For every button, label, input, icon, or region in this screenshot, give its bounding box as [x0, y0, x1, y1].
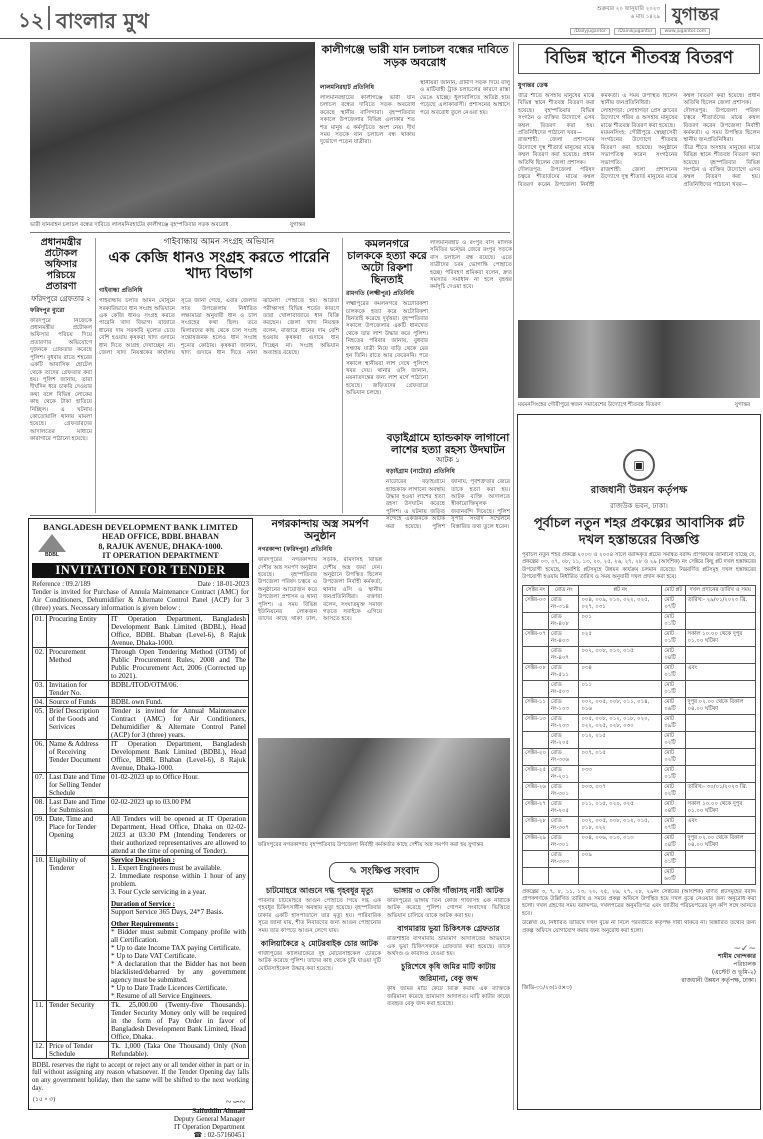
plot-row — [523, 731, 756, 748]
twitter-link[interactable]: /Dailyjugantor — [570, 28, 610, 35]
notice-title: পূর্বাচল নতুন শহর প্রকল্পের আবাসিক প্লট দখল হস্তান্তরের বিজ্ঞপ্তি — [533, 516, 745, 548]
plot-cell: সকাল ১০.০০ থেকে দুপুর ০১.০০ ঘটিকা — [685, 799, 755, 816]
plot-cell: মোট ০৪টি — [662, 799, 685, 816]
tender-title: INVITATION FOR TENDER — [32, 563, 249, 578]
row-value: Tender is invited for Annual Maintenance Contract (AMC) for Air Conditioners, Dehumidifier & Alternate Control Panel (ACP) for 3 (three) years. — [110, 706, 246, 739]
plot-cell: ০০৯ — [579, 850, 662, 867]
row-rule — [30, 232, 510, 233]
header-date — [580, 6, 660, 22]
website-link[interactable]: www.jugantor.com — [660, 28, 710, 35]
plot-cell: মোট ০১টি — [662, 765, 685, 782]
article-text: স্থানীয়রা জানান, গ্রামীণ সড়ক দিয়ে বালু ও মাটিবাহী ট্রাক চলাচলের কারণে রাস্তা ভেঙে যাচ্ছে। ধুলাবালিতে অতিষ্ঠ হয়ে পড়েছে এলাকাবাসী। প্রশাসনের আশ্বাসে পরে অবরোধ তুলে নেওয়া হয়। — [420, 80, 510, 116]
plot-cell: রোড নং-৪০৮ — [548, 612, 578, 629]
plot-cell: রোড নং-৩১৪ — [548, 595, 578, 612]
address: 8, RAJUK AVENUE, DHAKA-1000. — [98, 541, 223, 551]
row-label: Source of Funds — [46, 697, 108, 706]
headline: এক কেজি ধানও সংগ্রহ করতে পারেনি খাদ্য বিভাগ — [108, 249, 330, 283]
plot-cell — [523, 646, 549, 663]
ad-code: জিডি-৩১/২৩(১৫×৩) — [522, 985, 572, 992]
plot-cell: মোট ০২টি — [662, 782, 685, 799]
notice-note: প্রকল্পের ৩, ৭, ৮, ১১, ১৩, ২০, ২৫, ২৬, ২৭, ২৮, ২৯নং সেক্টরের (আংশিক) বর্ণিত প্লটসমূহের বরাদ্দ প্রাপকগণকে উল্লিখিত তারিখ ও সময়ে প্রকল্প অফিসে উপস্থিত হয়ে দখল বুঝে নেওয়ার জন্য অনুরোধ করা হলো। দখল গ্রহণের সময় বরাদ্দপত্র, দখলপত্রের অনুমতিপত্র এবং জাতীয় পরিচয়পত্রের মূল কপি সঙ্গে আনতে হবে। — [522, 888, 756, 917]
plot-cell: রোড নং-৩০৭ — [548, 816, 578, 833]
plot-cell — [685, 850, 755, 867]
plot-row — [523, 714, 756, 731]
bangla-date-text: ৬ মাঘ ১৪২৯ — [630, 14, 660, 20]
list-item: * Up to date Income TAX paying Certificate. — [110, 943, 241, 952]
plot-row — [523, 765, 756, 782]
signer-designation: Deputy General Manager — [173, 1114, 245, 1123]
plot-cell: মোট ০২টি — [662, 731, 685, 748]
plot-row — [523, 748, 756, 765]
plot-cell — [685, 765, 755, 782]
column-rule — [95, 238, 96, 513]
plot-row — [523, 799, 756, 816]
plot-cell: রোড নং-৪০৩ — [548, 629, 578, 646]
bdbl-tender-ad — [28, 518, 253, 1139]
list-item: * Up to Date VAT Certificate. — [110, 951, 197, 960]
row-value: Tk. 1,000 (Taka One Thousand) Only (Non Refundable). — [110, 1041, 246, 1058]
signer-dept: IT Operation Department — [173, 1122, 245, 1131]
plot-cell: মোট ০১টি — [662, 629, 685, 646]
plot-cell — [523, 680, 549, 697]
list-item: * Resume of all Service Engineers. — [110, 991, 212, 1000]
plot-cell: দুপুর ০২.০০ থেকে বিকাল ০৪.০০ ঘটিকা — [685, 833, 755, 850]
row-value: BDBL own Fund. — [110, 697, 163, 706]
header-rule — [0, 38, 763, 39]
tender-row — [33, 1041, 249, 1058]
plot-cell: রোড নং-৫১১ — [548, 663, 578, 680]
byline: যুগান্তর ডেস্ক — [518, 82, 548, 89]
rajuk-seal-icon: ▣ — [623, 449, 655, 481]
headline: বড়াইগ্রামে হ্যান্ডকাফ লাগানো লাশের হত্যা রহস্য উদঘাটন — [386, 432, 510, 457]
byline: নগরকান্দা (ফরিদপুর) প্রতিনিধি — [258, 546, 332, 554]
plot-cell — [523, 612, 549, 629]
plot-cell: এবং — [685, 816, 755, 833]
header-divider — [48, 6, 50, 30]
row-number: 04. — [33, 697, 47, 706]
bdbl-logo-icon — [38, 534, 66, 552]
paragraph: লোহাগড়া: লোহাগড়া প্রেস ক্লাবের উদ্যোগে গরিব ও অসহায় মানুষের মাঝে শীতবস্ত্র বিতরণ করা হয়েছে। — [600, 107, 678, 129]
tender-row — [33, 855, 249, 1000]
logo-divider — [665, 4, 666, 22]
tender-row — [33, 814, 249, 855]
plot-cell: রোড নং-৪০৭ — [548, 646, 578, 663]
winter-clothes-headline: বিভিন্ন স্থানে শীতবস্ত্র বিতরণ — [518, 44, 760, 74]
nagarkanda-article — [258, 518, 382, 752]
plot-cell: ০০১ — [579, 612, 662, 629]
paragraph: তীব্র শীতে অসহায় মানুষের মাঝে বিভিন্ন স্থানে শীতবস্ত্র বিতরণ করা হয়েছে। বৃহস্পতিবার বিভিন্ন সংগঠন ও ব্যক্তির উদ্যোগে এসব কম্বল বিতরণ করা হয়। প্রতিনিধিদের পাঠানো খবর— — [683, 144, 760, 188]
plot-cell: তারিখ:- ২৯/০১/২০২৩ খ্রি. — [685, 595, 755, 612]
kicker: গাইবান্ধায় আমন সংগ্রহ অভিযান — [163, 237, 275, 247]
byline: বড়াইগ্রাম (নাটোর) প্রতিনিধি — [386, 468, 455, 476]
org-name: রাজধানী উন্নয়ন কর্তৃপক্ষ — [590, 485, 688, 496]
plot-cell: মোট ০৬টি — [662, 697, 685, 714]
tender-date: Date : 18-01-2023 — [197, 579, 249, 588]
signature: ~∽~ — [225, 1096, 245, 1108]
plot-cell: সেক্টর-০৮ — [523, 663, 549, 680]
plot-cell: রোড নং-৩০১ — [548, 782, 578, 799]
plot-cell: সেক্টর-২৯ — [523, 833, 549, 850]
plot-cell: সেক্টর-০৭ — [523, 629, 549, 646]
row-label: Invitation for Tender No. — [46, 680, 108, 697]
tender-row — [33, 647, 249, 680]
rajuk-signature-block — [522, 945, 756, 985]
dept: IT OPERATION DEPARTMENT — [102, 551, 219, 560]
plot-cell: ০০৫, ০০৮, ০১২, ০১৮, ০২০, ০২২, ০২৫, ০২৮, ০৩০ — [579, 714, 662, 731]
row-number: 01. — [33, 614, 47, 647]
plot-cell — [685, 714, 755, 731]
plot-row — [523, 612, 756, 629]
plot-cell: ০৩৪ — [579, 663, 662, 680]
row-value: 02-02-2023 up to 03.00 PM — [110, 797, 192, 806]
row-label: Date, Time and Place for Tender Opening — [46, 814, 108, 855]
column-rule — [342, 238, 343, 513]
reference: Reference : 09.2/189 — [32, 579, 91, 588]
row-value: IT Operation Department, Bangladesh Development Bank Limited (BDBL), Head Office, BDBL Bhaban (Level-6), 8 Rajuk Avenue, Dhaka-1000. — [110, 739, 246, 772]
list-item: 1. Expert Engineers must be available. — [110, 863, 222, 872]
row-number: 06. — [33, 739, 47, 772]
plot-cell — [685, 867, 755, 884]
plot-cell: ০০২, ০০৮, ০১০, ০১৫ — [579, 646, 662, 663]
tender-row — [33, 1000, 249, 1041]
brief-headline: বাগমারায় ভুয়া চিকিৎসক গ্রেফতার — [397, 924, 500, 934]
signer-name: Saifuddin Ahmad — [192, 1106, 245, 1115]
notice-intro: পূর্বাচল নতুন শহর প্রকল্পে ২০০৩ ও ২০০৪ সালে বরাদ্দকৃত প্লটের সমন্বিত বরাদ্দ প্রাপকদের জানানো যাচ্ছে যে, প্রকল্পের ০৩, ০৭, ০৮, ১১, ১৩, ২০, ২৫, ২৬, ২৭, ২৮ ও ২৯ (আংশিক) নং সেক্টরে কিছু প্লট দখল হস্তান্তরের উপযোগী হয়েছে, অবশিষ্ট প্লটসমূহে উন্নয়ন কার্যক্রম চলমান রয়েছে। নিম্নবর্ণিত প্লটসমূহ দখল হস্তান্তরের উপযোগী হওয়ায় নির্ধারিত তারিখ ও সময় অনুযায়ী দখল প্রদান করা হবে। — [522, 552, 756, 581]
plot-row — [523, 816, 756, 833]
plot-cell: মোট ০৪টি — [662, 833, 685, 850]
section-title: Other Requirements : — [110, 919, 179, 928]
plot-cell: মোট ৬০টি — [662, 867, 685, 884]
plot-cell: সেক্টর-২৫ — [523, 765, 549, 782]
plot-cell — [685, 646, 755, 663]
plot-cell: দুপুর ০২.০০ থেকে বিকাল ০৪.০০ ঘটিকা — [685, 697, 755, 714]
brief-item — [387, 924, 510, 958]
row-number: 05. — [33, 706, 47, 739]
section-title: Duration of Service : — [110, 899, 176, 908]
office: HEAD OFFICE, BDBL BHABAN — [102, 532, 219, 541]
row-number: 07. — [33, 772, 47, 797]
plot-row — [523, 850, 756, 867]
plot-cell — [548, 867, 578, 884]
brief-text: কৃষি জমির মাটি কেটে বিক্রি করায় এক ব্যক্তিকে জরিমানা করেছে ভ্রাম্যমাণ আদালত। মাটি কাটার কাজে ব্যবহৃত বেকু জব্দ করা হয়েছে। — [387, 986, 510, 1008]
plot-cell: মোট ০১টি — [662, 850, 685, 867]
plot-row — [523, 867, 756, 884]
kaliganj-article — [320, 80, 415, 245]
tender-row — [33, 614, 249, 647]
tender-intro: Tender is invited for Purchase of Annula Maintenance Contract (AMC) for Air Conditioners, Dehumidifier & Alternate Control Panel (ACP) for 3 (three) years. Necessary information is given below : — [32, 587, 249, 612]
signer-name: শামীম খোন্দকার — [718, 953, 756, 961]
boraigram-article — [386, 432, 510, 741]
row-label: Procurement Method — [46, 647, 108, 680]
plot-cell: ০০৪, ০০৯, ০১০, ০২২, ০২৫, ০২৭, ০৩১ — [579, 595, 662, 612]
ad-size: (১৫ × ৩) — [33, 1097, 56, 1103]
paragraph: ময়মনসিংহ: গৌরীপুরে স্বেচ্ছাসেবী সংগঠনের উদ্যোগে শীতবস্ত্র বিতরণ করা হয়েছে। অনুষ্ঠানে সভাপতিত্ব করেন সংগঠনের সভাপতি। — [600, 130, 678, 166]
photo-credit: যুগান্তর — [735, 402, 751, 408]
paragraph: দৌলতপুর: উপজেলা পরিষদ চত্বরে শীতার্তদের মাঝে কম্বল বিতরণ করেন উপজেলা নির্বাহী কর্মকর্তা। এ সময় উপস্থিত ছিলেন স্থানীয় জনপ্রতিনিধিরা। — [683, 107, 760, 144]
org-address: রাজউক ভবন, ঢাকা। — [610, 502, 668, 510]
plot-cell: মোট ০২টি — [662, 748, 685, 765]
subhead: ফরিদপুরে গ্রেফতার ২ — [31, 294, 91, 303]
photo-caption: ময়মনসিংহের গৌরীপুরে স্বজন সমাবেশের উদ্যোগে শীতবস্ত্র বিতরণ — [518, 402, 661, 408]
row-number: 11. — [33, 1000, 47, 1041]
plot-cell: মোট ০১টি — [662, 663, 685, 680]
plot-cell — [685, 731, 755, 748]
plot-cell: রোড নং-৫০৩ — [548, 680, 578, 697]
row-value: IT Operation Department, Bangladesh Development Bank Limited (BDBL), Head Office, BDBL Bhaban (Level-6), 8 Rajuk Avenue, Dhaka-1000. — [110, 614, 246, 647]
row-label: Procuring Entity — [46, 614, 108, 647]
plot-cell: রোড নং-৩০১ — [548, 833, 578, 850]
list-item: * Bidder must submit Company profile with all Certification. — [110, 927, 246, 944]
plot-row — [523, 646, 756, 663]
road-blockade-photo — [30, 42, 315, 218]
article-text: নাটোরের বড়াইগ্রামে হ্যান্ডকাফ লাগানো অবস্থায় উদ্ধার হওয়া লাশের হত্যা রহস্য উদঘাটন করেছে পুলিশ। এ ঘটনায় জড়িত সন্দেহে একজনকে আটক করা হয়েছে। পুলিশ জানায়, পূর্বশত্রুতার জেরে তাকে হত্যা করা হয়। আটক ব্যক্তি আদালতে স্বীকারোক্তিমূলক জবানবন্দি দিয়েছে। পুলিশ সুপার সংবাদ সম্মেলনে বিস্তারিত তথ্য তুলে ধরেন। — [386, 479, 510, 530]
weapons-surrender-photo — [258, 738, 510, 838]
photo-caption: ফরিদপুরের নগরকান্দায় বৃহস্পতিবার উপজেলা নির্বাহী কর্মকর্তার কাছে দেশীয় অস্ত্র সমর্পণ করা হয় যুগান্তর — [258, 842, 484, 848]
gaibandha-article — [99, 238, 339, 498]
page-number: ১২ — [18, 8, 44, 32]
col-header: মোট প্লট — [662, 585, 685, 595]
plot-cell: সেক্টর-১৩ — [523, 714, 549, 731]
row-value: Tk. 25,000.00 (Twenty-five Thousands). Tender Security Money only will be required in the form of Pay Order in favor of Bangladesh Development Bank Limited, Head Office, Dhaka. — [110, 1000, 246, 1041]
tender-signature-block — [32, 1096, 249, 1139]
plot-cell: ০০৭, ০১৫ — [579, 748, 662, 765]
bdbl-logo — [32, 534, 72, 558]
row-label: Name & Address of Receiving Tender Document — [46, 739, 108, 772]
row-number: 02. — [33, 647, 47, 680]
column-rule — [513, 42, 514, 1110]
section-title: বাংলার মুখ — [56, 9, 149, 33]
signature: ~✓~ — [733, 944, 756, 955]
plot-cell: ০১১, ০১৫, ০২০, ০২৫ — [579, 799, 662, 816]
plot-cell: ০০৪, ০০৬, ০১০, ০১৩ — [579, 833, 662, 850]
tender-row — [33, 680, 249, 697]
row-value: 01-02-2023 up to Office Hour. — [110, 772, 199, 781]
plot-cell — [685, 680, 755, 697]
kaliganj-article-cont — [420, 80, 510, 235]
plot-row — [523, 595, 756, 612]
plot-row — [523, 680, 756, 697]
tender-table — [32, 614, 249, 1059]
article-text: ফরিদপুরে নিজেকে প্রধানমন্ত্রীর প্রটোকল অফিসার পরিচয় দিয়ে প্রতারণার অভিযোগে দুজনকে গ্রেফতার করেছে পুলিশ। বুধবার রাতে শহরের একটি আবাসিক হোটেল থেকে তাদের গ্রেফতার করা হয়। পুলিশ জানায়, তারা দীর্ঘদিন ধরে চাকরি দেওয়ার কথা বলে বিভিন্ন লোকের কাছ থেকে টাকা হাতিয়ে নিচ্ছিল। এ ঘটনায় কোতোয়ালি থানায় মামলা হয়েছে। গ্রেফতারদের আদালতের মাধ্যমে কারাগারে পাঠানো হয়েছে। — [30, 317, 92, 443]
bank-name: BANGLADESH DEVELOPMENT BANK LIMITED — [43, 522, 238, 532]
brief-text: ফরিদপুরের ভাঙ্গায় তিন কেজি গাঁজাসহ এক নারীকে আটক করেছে পুলিশ। গোপন সংবাদের ভিত্তিতে অভিযান চালিয়ে তাকে আটক করা হয়। — [387, 898, 510, 919]
notice-note: উল্লেখ্য যে, নির্ধারিত তারিখে দখল বুঝে না নিলে পরবর্তীতে কর্তৃপক্ষ দায়ী থাকবে না। বিস্তারিত তথ্যের জন্য প্রকল্প অফিসে যোগাযোগ করার জন্য অনুরোধ করা হলো। — [522, 920, 756, 934]
section-title: Service Description : — [110, 855, 175, 864]
briefs-title: ✎ সংক্ষিপ্ত সংবাদ — [329, 862, 439, 883]
row-label: Eligibility of Tenderer — [46, 855, 108, 1000]
plot-cell: সেক্টর-২০ — [523, 748, 549, 765]
plot-cell: মোট ০১টি — [662, 612, 685, 629]
byline: লালমনিরহাট প্রতিনিধি — [320, 84, 374, 91]
paragraph: তীব্র শীতে অসহায় মানুষের মাঝে বিভিন্ন স্থানে শীতবস্ত্র বিতরণ করা হয়েছে। বৃহস্পতিবার বিভিন্ন সংগঠন ও ব্যক্তির উদ্যোগে এসব কম্বল বিতরণ করা হয়। প্রতিনিধিদের পাঠানো খবর— — [518, 93, 595, 137]
paragraph: রাজশাহী: জেলা প্রশাসনের উদ্যোগে দুস্থ শীতার্ত মানুষের মাঝে কম্বল বিতরণ করা হয়েছে। প্রধান অতিথি ছিলেন জেলা প্রশাসক। — [518, 137, 595, 166]
winter-clothes-photo — [518, 320, 760, 398]
date-text: শুক্রবার ২০ জানুয়ারি ২০২৩ — [597, 6, 660, 12]
plot-cell: ০০২, ০০৫, ০০৮, ০১২, ০১৫, ০১৮, ০২২ — [579, 816, 662, 833]
plot-cell: মোট ০৭টি — [662, 595, 685, 612]
plot-cell: ০১২, ০১৫ — [579, 731, 662, 748]
tender-row — [33, 797, 249, 814]
byline: রামগতি (লক্ষ্মীপুর) প্রতিনিধি — [346, 290, 415, 298]
plot-cell: এবং — [685, 663, 755, 680]
plot-row — [523, 833, 756, 850]
brief-item — [387, 886, 510, 920]
plot-cell — [523, 731, 549, 748]
col-header: রোড নং — [548, 585, 578, 595]
plot-cell: মোট ০৯টি — [662, 714, 685, 731]
tender-footer: BDBL reserves the right to accept or reject any or all tender either in part or in full without assigning any reason whatsoever. If the Tender Opening day falls on any government holiday, then the same will be shifted to the next working day. — [32, 1061, 249, 1092]
row-number: 12. — [33, 1041, 47, 1058]
headline: প্রধানমন্ত্রীর প্রটোকল অফিসার পরিচয়ে প্রতারণা — [40, 237, 82, 292]
plot-cell: রোড নং-২০৫ — [548, 731, 578, 748]
brief-headline: চুরিশেষে কৃষি জমির মাটি কাটায় জরিমানা, বেকু জব্দ — [401, 962, 496, 984]
newspaper-logo: যুগান্তর — [672, 5, 719, 25]
list-item: * Up to Date Trade Licences Certificate. — [110, 983, 228, 992]
list-item: * A declaration that the Bidder has not been blacklisted/debarred by any government agency must be submitted. — [110, 959, 246, 984]
col-header: সেক্টর নং — [523, 585, 549, 595]
plot-cell: মোট ০৪টি — [662, 646, 685, 663]
logo-text: BDBL — [45, 552, 59, 559]
plot-row — [523, 663, 756, 680]
plot-cell: সেক্টর-২৬ — [523, 782, 549, 799]
row-number: 10. — [33, 855, 47, 1000]
headline: কমলনগরে চালককে হত্যা করে অটো রিকশা ছিনতাই — [347, 238, 427, 287]
plot-cell: রোড নং-৩০৬ — [548, 748, 578, 765]
row-value: Through Open Tendering Method (OTM) of Public Procurement Rules, 2008 and The Public Procurement Act, 2006 (Corrected up to 2021). — [110, 647, 246, 680]
row-number: 03. — [33, 680, 47, 697]
subhead: আটক ১ — [436, 456, 460, 465]
photo-credit: যুগান্তর — [468, 842, 484, 848]
brief-headline: চাটমোহরে আগুনে দগ্ধ গৃহবধূর মৃত্যু — [265, 886, 374, 895]
paragraph: রাজশাহী: জেলা প্রশাসনের উদ্যোগে দুস্থ শীতার্ত মানুষের মাঝে কম্বল বিতরণ করা হয়েছে। প্রধান অতিথি ছিলেন জেলা প্রশাসক। — [600, 93, 760, 181]
plot-row — [523, 782, 756, 799]
signer-designation: পরিচালক — [733, 961, 756, 969]
briefs-icon: ✎ — [348, 866, 361, 877]
brief-item — [387, 962, 510, 1008]
col-header: প্লট নং — [579, 585, 662, 595]
article-text: লালমনিরহাট ও রংপুর বাস মালিক সমিতির দ্বন্দ্বের জেরে রংপুর সড়কে বাস চলাচল বন্ধ রয়েছে। এতে যাত্রীদের চরম ভোগান্তি পোহাতে হচ্ছে। পরিবহণ শ্রমিকরা বলেন, দ্রুত সমস্যার সমাধান না হলে বৃহত্তর কর্মসূচি দেওয়া হবে। — [430, 240, 512, 291]
phone-icon: ☎ : — [193, 1130, 208, 1139]
row-label: Last Date and Time for Selling Tender Schedule — [46, 772, 108, 797]
article-text — [518, 93, 760, 321]
tender-row — [33, 697, 249, 706]
kaliganj-headline: কালীগঞ্জে ভারী যান চলাচল বন্ধের দাবিতে সড়ক অবরোধ — [321, 43, 509, 69]
tender-row — [33, 772, 249, 797]
plot-cell: রোড নং-৩০৩ — [548, 850, 578, 867]
row-label: Last Date and Time for Submission — [46, 797, 108, 814]
social-links — [570, 28, 710, 35]
brief-headline: কালিয়াকৈরে ২ মোটরবাইক চোর আটক — [260, 939, 379, 949]
plot-cell: মোট ০৭টি — [662, 816, 685, 833]
signer-dept: (এস্টেট ও ভূমি-২) — [711, 969, 756, 977]
list-item: Support Service 365 Days, 24*7 Basis. — [110, 907, 224, 916]
plot-table — [522, 585, 756, 885]
plot-cell: রোড নং-২০৫ — [548, 799, 578, 816]
article-text: লক্ষ্মীপুরের কমলনগরে অটোরিকশা চালককে হত্যা করে অটোরিকশা ছিনতাই করেছে দুর্বৃত্তরা। বৃহস্পতিবার সকালে উপজেলার একটি ধানখেত থেকে তার লাশ উদ্ধার করে পুলিশ। নিহতের পরিবার জানায়, বুধবার সন্ধ্যায় যাত্রী নিয়ে বাড়ি থেকে বের হন তিনি। রাতে আর ফেরেননি। পরে সকালে স্থানীয়রা লাশ দেখে পুলিশে খবর দেয়। থানার ওসি জানান, ময়নাতদন্তের জন্য লাশ মর্গে পাঠানো হয়েছে। জড়িতদের গ্রেফতারে অভিযান চলছে। — [346, 301, 428, 397]
row-label: Brief Description of the Goods and Serivices — [46, 706, 108, 739]
row-label: Price of Tender Schedule — [46, 1041, 108, 1058]
list-item: 2. Immediate response within 1 hour of any problem. — [110, 871, 246, 888]
plot-row — [523, 697, 756, 714]
plot-cell: ০০৩, ০০৭ — [579, 782, 662, 799]
brief-headline: ভাঙ্গায় ৩ কেজি গাঁজাসহ নারী আটক — [393, 886, 504, 895]
tender-row — [33, 706, 249, 739]
brief-text: গাজীপুরের কালিয়াকৈরে দুই মোটরসাইকেল চোরকে আটক করেছে পুলিশ। তাদের কাছ থেকে চুরি যাওয়া দুটি মোটরসাইকেল উদ্ধার করা হয়েছে। — [258, 951, 381, 972]
plot-cell: সেক্টর-০৩ — [523, 595, 549, 612]
article-text: লালমনিরহাটের কালীগঞ্জে ভারী যান চলাচল বন্ধের দাবিতে সড়ক অবরোধ করেছে স্থানীয় বাসিন্দারা। বৃহস্পতিবার সকালে উপজেলার বিভিন্ন এলাকার শত শত মানুষ এ কর্মসূচিতে অংশ নেয়। দীর্ঘ সময় সড়কে যান চলাচল বন্ধ থাকায় দুর্ভোগে পড়েন যাত্রীরা। — [320, 95, 415, 146]
plot-cell: সকাল ১০.০০ থেকে দুপুর ০১.০০ ঘটিকা — [685, 629, 755, 646]
plot-cell: ০০২, ০০৫, ০০৮, ০১১, ০১৪, ০১৬ — [579, 697, 662, 714]
signer-org: রাজধানী উন্নয়ন কর্তৃপক্ষ, ঢাকা। — [681, 977, 756, 985]
byline: ফরিদপুর ব্যুরো — [30, 306, 65, 314]
protocol-article — [30, 238, 92, 518]
briefs-list — [258, 886, 510, 1111]
rajuk-notice — [517, 414, 761, 1110]
headline: নগরকান্দায় অস্ত্র সমর্পণ অনুষ্ঠান — [271, 518, 369, 543]
plot-cell: ০৩৩ — [579, 765, 662, 782]
row-value: All Tenders will be opened at IT Operation Department, Head Office, Dhaka on 02-02-2023 at 03:30 PM (Intending Tenderers or their authorized representatives are allowed to attend at the time of opening of Tender). — [110, 814, 246, 855]
plot-cell — [685, 612, 755, 629]
list-item: 3. Four Cycle servicing in a year. — [110, 887, 207, 896]
paragraph: দৌলতপুর: উপজেলা পরিষদ চত্বরে শীতার্তদের মাঝে কম্বল বিতরণ করেন উপজেলা নির্বাহী কর্মকর্তা। এ সময় উপস্থিত ছিলেন স্থানীয় জনপ্রতিনিধিরা। — [518, 93, 678, 188]
winter-article — [518, 78, 760, 316]
article-text: ফরিদপুরের নগরকান্দায় দেশীয় অস্ত্র সমর্পণ অনুষ্ঠান হয়েছে। বৃহস্পতিবার উপজেলা পরিষদ চত্বরে এ অনুষ্ঠানের আয়োজন করে উপজেলা প্রশাসন ও থানা পুলিশ। এ সময় বিভিন্ন ইউনিয়নের লোকজন তাদের কাছে থাকা ঢাল, সড়কি, রামদাসহ বিভিন্ন দেশীয় অস্ত্র জমা দেন। অনুষ্ঠানে উপস্থিত ছিলেন উপজেলা নির্বাহী কর্মকর্তা, থানার ওসি ও স্থানীয় জনপ্রতিনিধিরা। বক্তারা বলেন, সংঘাতমুক্ত সমাজ গড়তে সবাইকে এগিয়ে আসতে হবে। — [258, 557, 382, 623]
brief-text: পাবনার চাটমোহরে আগুন পোহাতে গিয়ে দগ্ধ এক গৃহবধূর চিকিৎসাধীন অবস্থায় মৃত্যু হয়েছে। বৃহস্পতিবার ঢাকার একটি হাসপাতালে তার মৃত্যু হয়। পারিবারিক সূত্রে জানা যায়, শীত নিবারণের জন্য আগুন পোহানোর সময় তার কাপড়ে আগুন লেগে যায়। — [258, 898, 381, 934]
tender-row — [33, 739, 249, 772]
row-label: Tender Security — [46, 1000, 108, 1041]
plot-cell: রোড নং-২০৩ — [548, 714, 578, 731]
plot-cell: ০১১ — [579, 680, 662, 697]
plot-cell: রোড নং-১০৩ — [548, 697, 578, 714]
plot-cell — [523, 867, 549, 884]
plot-cell — [523, 850, 549, 867]
plot-cell: রোড নং-২০১ — [548, 765, 578, 782]
phone: 02-57160451 — [207, 1130, 245, 1139]
plot-cell: তারিখ:- ৩০/০১/২০২৩ খ্রি. — [685, 782, 755, 799]
plot-cell: সেক্টর-১১ — [523, 697, 549, 714]
news-briefs — [258, 862, 510, 1110]
plot-cell: ০২৫ — [579, 629, 662, 646]
brief-text: রাজশাহীর বাগমারায় ভ্রাম্যমাণ আদালতের অভিযানে এক ভুয়া চিকিৎসককে গ্রেফতার করা হয়েছে। তাকে অর্থদণ্ড ও কারাদণ্ড দেওয়া হয়। — [387, 936, 510, 958]
photo-caption: ভারী যানবাহন চলাচল বন্ধের দাবিতে লালমনিরহাটের কালীগঞ্জে বৃহস্পতিবার সড়ক অবরোধ — [30, 222, 229, 228]
row-value: BDBL/ITOD/OTM/06. — [110, 680, 179, 689]
brief-item — [258, 886, 381, 935]
byline: গাইবান্ধা প্রতিনিধি — [99, 287, 143, 295]
col-header: দখল প্রদানের তারিখ ও সময় — [685, 585, 755, 595]
row-number: 09. — [33, 814, 47, 855]
plot-cell — [685, 748, 755, 765]
brief-item — [258, 939, 381, 973]
plot-cell: মোট ০১টি — [662, 680, 685, 697]
plot-row — [523, 629, 756, 646]
plot-cell: সেক্টর-২৭ — [523, 799, 549, 816]
facebook-link[interactable]: /Dainikjugantor — [614, 28, 657, 35]
article-text: গাইবান্ধায় চলতি আমন মৌসুমে সরকারিভাবে ধান সংগ্রহ অভিযানে এক কেজি ধানও সংগ্রহ করতে পারেনি খাদ্য বিভাগ। বাজারে ধানের দাম সরকারি মূল্যের চেয়ে বেশি হওয়ায় কৃষকরা খাদ্য গুদামে ধান দিতে আগ্রহ দেখাচ্ছেন না। জেলা খাদ্য নিয়ন্ত্রকের কার্যালয় সূত্রে জানা গেছে, এবার জেলার সাত উপজেলায় নির্ধারিত লক্ষ্যমাত্রা অনুযায়ী ধান ও চাল সংগ্রহের কথা ছিল। তবে মিলারদের কাছ থেকে চাল সংগ্রহ সন্তোষজনক হলেও ধান সংগ্রহ শূন্যের কোঠায়। কৃষকরা জানান, খাদ্য গুদামে ধান দিতে নানা ঝামেলা পোহাতে হয়। আর্দ্রতা পরীক্ষাসহ বিভিন্ন শর্তের কারণে তারা খোলাবাজারে ধান বিক্রি করছেন। জেলা খাদ্য নিয়ন্ত্রক বলেন, বাজারে ধানের দাম বেশি হওয়ায় কৃষকরা গুদামে ধান দিচ্ছেন না। সংগ্রহ অভিযান অব্যাহত রয়েছে। — [99, 298, 339, 356]
row-number: 08. — [33, 797, 47, 814]
plot-cell: সেক্টর-২৮ — [523, 816, 549, 833]
plot-cell — [579, 867, 662, 884]
photo-credit: যুগান্তর — [290, 222, 306, 228]
